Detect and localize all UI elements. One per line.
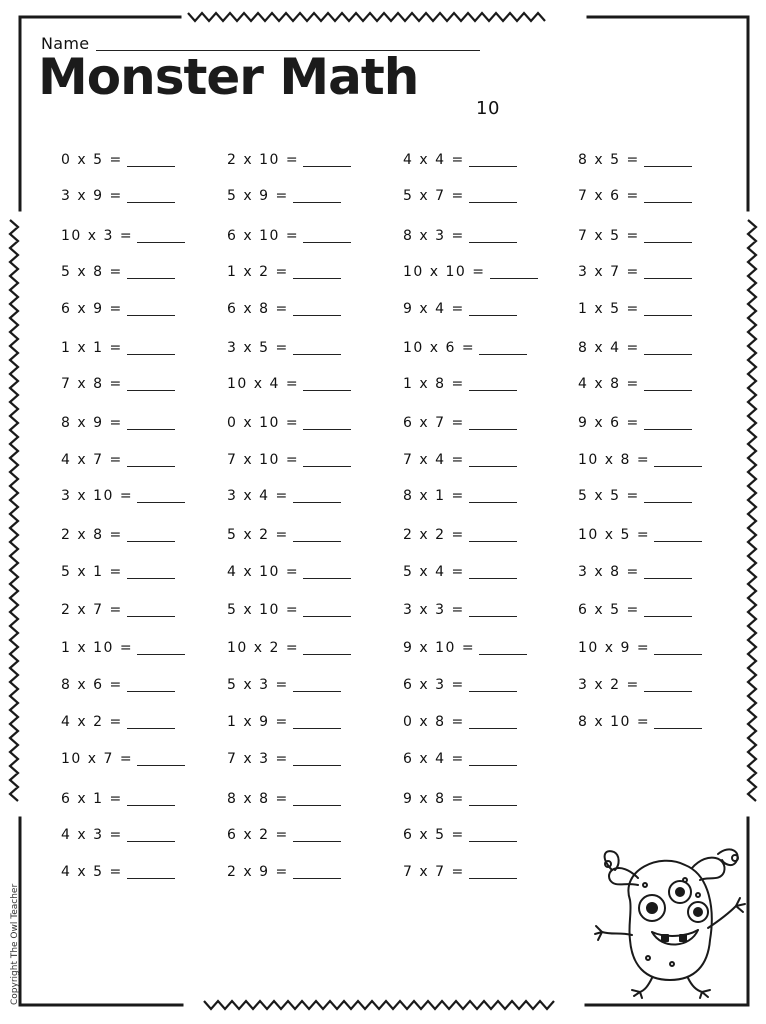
monster-icon	[590, 840, 750, 1000]
answer-blank[interactable]	[303, 616, 351, 617]
problem-text: 2 x 8 =	[61, 527, 123, 543]
answer-blank[interactable]	[127, 466, 175, 467]
problem-text: 5 x 10 =	[227, 602, 300, 618]
problem-text: 1 x 5 =	[578, 301, 640, 317]
answer-blank[interactable]	[293, 691, 341, 692]
copyright-text: Copyright The Owl Teacher	[10, 883, 20, 1005]
answer-blank[interactable]	[644, 354, 692, 355]
problem-text: 4 x 7 =	[61, 452, 123, 468]
problem-text: 4 x 4 =	[403, 152, 465, 168]
problem-text: 7 x 3 =	[227, 751, 289, 767]
problem-text: 4 x 10 =	[227, 564, 300, 580]
problem-text: 1 x 9 =	[227, 714, 289, 730]
answer-blank[interactable]	[644, 429, 692, 430]
answer-blank[interactable]	[654, 466, 702, 467]
answer-blank[interactable]	[469, 429, 517, 430]
answer-blank[interactable]	[127, 616, 175, 617]
answer-blank[interactable]	[293, 765, 341, 766]
answer-blank[interactable]	[127, 728, 175, 729]
problem-text: 3 x 3 =	[403, 602, 465, 618]
problem-text: 5 x 5 =	[578, 488, 640, 504]
answer-blank[interactable]	[127, 278, 175, 279]
page-title: Monster Math	[38, 48, 419, 106]
answer-blank[interactable]	[303, 429, 351, 430]
answer-blank[interactable]	[469, 728, 517, 729]
answer-blank[interactable]	[293, 878, 341, 879]
answer-blank[interactable]	[469, 805, 517, 806]
problem-text: 6 x 3 =	[403, 677, 465, 693]
problem-text: 8 x 3 =	[403, 228, 465, 244]
answer-blank[interactable]	[127, 166, 175, 167]
problem-text: 6 x 7 =	[403, 415, 465, 431]
answer-blank[interactable]	[137, 242, 185, 243]
problem-text: 4 x 8 =	[578, 376, 640, 392]
problem-text: 5 x 7 =	[403, 188, 465, 204]
answer-blank[interactable]	[469, 315, 517, 316]
answer-blank[interactable]	[137, 654, 185, 655]
answer-blank[interactable]	[469, 390, 517, 391]
answer-blank[interactable]	[127, 541, 175, 542]
problem-text: 0 x 5 =	[61, 152, 123, 168]
answer-blank[interactable]	[127, 202, 175, 203]
answer-blank[interactable]	[127, 805, 175, 806]
problem-text: 10 x 5 =	[578, 527, 651, 543]
answer-blank[interactable]	[127, 354, 175, 355]
problem-text: 8 x 6 =	[61, 677, 123, 693]
title-subscript: 10	[476, 98, 500, 119]
problem-text: 9 x 10 =	[403, 640, 476, 656]
answer-blank[interactable]	[644, 616, 692, 617]
problem-text: 8 x 4 =	[578, 340, 640, 356]
problem-text: 9 x 8 =	[403, 791, 465, 807]
answer-blank[interactable]	[654, 541, 702, 542]
problem-text: 3 x 10 =	[61, 488, 134, 504]
answer-blank[interactable]	[469, 242, 517, 243]
problem-text: 2 x 10 =	[227, 152, 300, 168]
problem-text: 10 x 3 =	[61, 228, 134, 244]
answer-blank[interactable]	[303, 654, 351, 655]
answer-blank[interactable]	[469, 541, 517, 542]
problem-text: 3 x 2 =	[578, 677, 640, 693]
answer-blank[interactable]	[469, 691, 517, 692]
answer-blank[interactable]	[469, 202, 517, 203]
problem-text: 8 x 10 =	[578, 714, 651, 730]
problem-text: 6 x 4 =	[403, 751, 465, 767]
problem-text: 1 x 10 =	[61, 640, 134, 656]
problem-text: 8 x 8 =	[227, 791, 289, 807]
problem-text: 4 x 2 =	[61, 714, 123, 730]
problem-text: 2 x 7 =	[61, 602, 123, 618]
answer-blank[interactable]	[293, 541, 341, 542]
problem-text: 1 x 8 =	[403, 376, 465, 392]
problem-text: 2 x 9 =	[227, 864, 289, 880]
answer-blank[interactable]	[293, 805, 341, 806]
answer-blank[interactable]	[293, 202, 341, 203]
problem-text: 0 x 8 =	[403, 714, 465, 730]
problem-text: 7 x 6 =	[578, 188, 640, 204]
problem-text: 10 x 9 =	[578, 640, 651, 656]
answer-blank[interactable]	[127, 578, 175, 579]
answer-blank[interactable]	[490, 278, 538, 279]
answer-blank[interactable]	[644, 242, 692, 243]
problem-text: 4 x 3 =	[61, 827, 123, 843]
problem-text: 3 x 5 =	[227, 340, 289, 356]
problem-text: 10 x 4 =	[227, 376, 300, 392]
problem-text: 10 x 10 =	[403, 264, 486, 280]
answer-blank[interactable]	[127, 691, 175, 692]
problem-text: 5 x 8 =	[61, 264, 123, 280]
answer-blank[interactable]	[293, 354, 341, 355]
answer-blank[interactable]	[127, 841, 175, 842]
answer-blank[interactable]	[127, 390, 175, 391]
answer-blank[interactable]	[303, 466, 351, 467]
answer-blank[interactable]	[293, 315, 341, 316]
answer-blank[interactable]	[479, 654, 527, 655]
problem-text: 3 x 9 =	[61, 188, 123, 204]
answer-blank[interactable]	[644, 578, 692, 579]
problem-text: 6 x 9 =	[61, 301, 123, 317]
problem-text: 7 x 10 =	[227, 452, 300, 468]
problem-text: 7 x 7 =	[403, 864, 465, 880]
problem-text: 6 x 1 =	[61, 791, 123, 807]
answer-blank[interactable]	[654, 728, 702, 729]
problem-text: 7 x 4 =	[403, 452, 465, 468]
problem-text: 10 x 7 =	[61, 751, 134, 767]
problem-text: 6 x 5 =	[403, 827, 465, 843]
problem-text: 8 x 5 =	[578, 152, 640, 168]
answer-blank[interactable]	[303, 166, 351, 167]
answer-blank[interactable]	[469, 502, 517, 503]
problem-text: 7 x 8 =	[61, 376, 123, 392]
problem-text: 5 x 9 =	[227, 188, 289, 204]
answer-blank[interactable]	[644, 278, 692, 279]
problem-text: 8 x 1 =	[403, 488, 465, 504]
answer-blank[interactable]	[469, 616, 517, 617]
answer-blank[interactable]	[303, 242, 351, 243]
answer-blank[interactable]	[469, 578, 517, 579]
answer-blank[interactable]	[644, 202, 692, 203]
answer-blank[interactable]	[137, 502, 185, 503]
answer-blank[interactable]	[137, 765, 185, 766]
answer-blank[interactable]	[127, 315, 175, 316]
problem-text: 3 x 7 =	[578, 264, 640, 280]
problem-text: 8 x 9 =	[61, 415, 123, 431]
problem-text: 10 x 2 =	[227, 640, 300, 656]
problem-text: 6 x 5 =	[578, 602, 640, 618]
problem-text: 6 x 2 =	[227, 827, 289, 843]
problem-text: 9 x 6 =	[578, 415, 640, 431]
answer-blank[interactable]	[654, 654, 702, 655]
answer-blank[interactable]	[469, 166, 517, 167]
problem-text: 7 x 5 =	[578, 228, 640, 244]
answer-blank[interactable]	[644, 166, 692, 167]
answer-blank[interactable]	[303, 390, 351, 391]
answer-blank[interactable]	[469, 466, 517, 467]
answer-blank[interactable]	[469, 878, 517, 879]
answer-blank[interactable]	[127, 878, 175, 879]
name-label: Name	[41, 34, 90, 53]
answer-blank[interactable]	[479, 354, 527, 355]
answer-blank[interactable]	[469, 841, 517, 842]
answer-blank[interactable]	[293, 502, 341, 503]
problem-text: 6 x 8 =	[227, 301, 289, 317]
answer-blank[interactable]	[469, 765, 517, 766]
problem-text: 5 x 1 =	[61, 564, 123, 580]
problem-text: 5 x 3 =	[227, 677, 289, 693]
answer-blank[interactable]	[644, 315, 692, 316]
problem-text: 10 x 8 =	[578, 452, 651, 468]
problem-text: 5 x 2 =	[227, 527, 289, 543]
answer-blank[interactable]	[293, 728, 341, 729]
problem-text: 1 x 1 =	[61, 340, 123, 356]
problem-text: 5 x 4 =	[403, 564, 465, 580]
answer-blank[interactable]	[127, 429, 175, 430]
problem-text: 0 x 10 =	[227, 415, 300, 431]
answer-blank[interactable]	[644, 390, 692, 391]
problem-text: 2 x 2 =	[403, 527, 465, 543]
answer-blank[interactable]	[293, 841, 341, 842]
answer-blank[interactable]	[293, 278, 341, 279]
problem-text: 3 x 4 =	[227, 488, 289, 504]
problem-text: 1 x 2 =	[227, 264, 289, 280]
answer-blank[interactable]	[644, 502, 692, 503]
problem-text: 6 x 10 =	[227, 228, 300, 244]
answer-blank[interactable]	[644, 691, 692, 692]
problem-text: 4 x 5 =	[61, 864, 123, 880]
problem-text: 3 x 8 =	[578, 564, 640, 580]
answer-blank[interactable]	[303, 578, 351, 579]
problem-text: 10 x 6 =	[403, 340, 476, 356]
problem-text: 9 x 4 =	[403, 301, 465, 317]
